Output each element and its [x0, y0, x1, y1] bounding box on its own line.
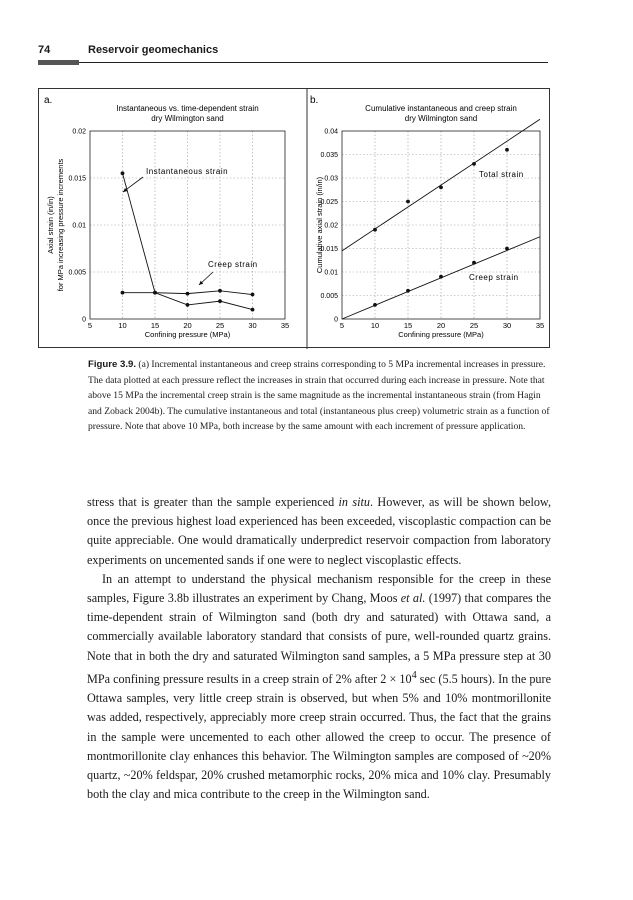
chart-title: Cumulative instantaneous and creep strain [365, 104, 517, 113]
x-axis-label: Confining pressure (MPa) [398, 330, 484, 339]
caption-label: Figure 3.9. [88, 359, 136, 370]
x-tick-label: 30 [502, 321, 512, 330]
panel-a-label: a. [44, 95, 53, 106]
data-point [472, 261, 476, 265]
page-number: 74 [38, 44, 51, 56]
chart-b [315, 104, 544, 339]
figure-caption [88, 357, 550, 435]
y-tick-label: 0.025 [320, 199, 338, 206]
data-point [373, 228, 377, 232]
caption-text: (a) Incremental instantaneous and creep strains corresponding to 5 MPa incremental increases in pressure. The data plotted at each pressure reflect the increases in strain that occurred during each increase in pressure. Note that above 15 MPa the incremental creep strain is the same magnitude as the incremental instantaneous strain (from Hagin and Zoback 2004b). The cumulative instantaneous and total (instantaneous plus creep) volumetric strain as a function of pressure. Note that above 10 MPa, both increase by the same amount with each increment of pressure application. [88, 359, 550, 433]
p2-superscript: 4 [411, 669, 417, 681]
running-title: Reservoir geomechanics [88, 44, 219, 56]
data-point [153, 291, 157, 295]
header-rule [79, 62, 548, 63]
x-tick-label: 15 [150, 321, 160, 330]
data-point [505, 247, 509, 251]
y-tick-label: 0.02 [72, 128, 86, 136]
annotation-label: Total strain [479, 170, 524, 179]
x-axis-label: Confining pressure (MPa) [144, 330, 231, 339]
x-tick-label: 10 [118, 321, 127, 330]
y-tick-label: 0.04 [324, 128, 338, 136]
y-tick-label: 0.035 [320, 152, 338, 159]
x-tick-label: 15 [403, 321, 413, 330]
p2-italic: et al. [400, 591, 426, 606]
data-point [406, 289, 410, 293]
y-tick-label: 0.01 [72, 222, 86, 230]
data-point [439, 186, 443, 190]
y-tick-label: 0.015 [320, 246, 338, 253]
paragraph-2 [87, 570, 551, 805]
chart-subtitle: dry Wilmington sand [404, 114, 478, 123]
y-tick-label: 0.03 [324, 175, 338, 183]
data-point [439, 275, 443, 279]
data-point [121, 291, 125, 295]
p2-text-a: In an attempt to understand the physical mechanism responsible for the creep in these samples, Figure 3.8b illustrates an experiment by Chang, Moos [87, 571, 551, 606]
data-point [186, 303, 190, 307]
chart-a [46, 104, 289, 339]
paragraph-1 [87, 493, 551, 570]
y-tick-label: 0.02 [324, 222, 338, 230]
y-tick-label: 0.005 [68, 269, 86, 277]
x-tick-label: 25 [469, 321, 479, 330]
x-tick-label: 25 [215, 321, 225, 330]
figure-3-9 [38, 88, 550, 348]
body-text [87, 493, 551, 804]
chart-title: Instantaneous vs. time-dependent strain [116, 104, 259, 113]
data-point [121, 171, 125, 175]
panel-b-label: b. [310, 95, 319, 106]
y-tick-label: 0.01 [324, 269, 338, 277]
y-tick-label: 0 [334, 316, 338, 324]
data-point [251, 308, 255, 312]
y-tick-label: 0.005 [320, 293, 338, 300]
x-tick-label: 5 [87, 321, 93, 330]
data-point [505, 148, 509, 152]
x-tick-label: 20 [436, 321, 446, 330]
p2-text-c: sec (5.5 hours). In the pure Ottawa samples, very little creep strain is observed, but when 5% and 10% montmorillonite was added, respectively, appreciably more creep strain occurred. Thus, the fact that the grains in the sample were uncemented to each other allowed the creep to occur. The presence of montmorillonite clay enhances this behavior. The Wilmington samples are composed of ~20% quartz, ~20% feldspar, 20% crushed metamorphic rocks, 20% mica and 10% clay. Presumably both the clay and mica contribute to the creep in the Wilmington sand. [87, 671, 551, 802]
page-header [38, 40, 548, 70]
y-tick-label: 0 [82, 316, 86, 324]
annotation-label: Instantaneous strain [146, 167, 229, 176]
data-point [218, 289, 222, 293]
p1-text-b: . However, as will be shown below, once the previous highest load experienced has been exceeded, viscoplastic compaction can be quite appreciable. One would dramatically underpredict reservoir compaction from laboratory experiments on uncemented sands if one were to neglect viscoplastic effects. [87, 495, 551, 567]
chart-subtitle: dry Wilmington sand [151, 114, 224, 123]
y-axis-label-2: for MPa increasing pressure increments [56, 158, 65, 292]
data-point [186, 292, 190, 296]
annotation-label: Creep strain [208, 260, 258, 269]
data-point [218, 299, 222, 303]
header-bar [38, 60, 79, 65]
p1-italic: in situ [338, 495, 371, 509]
x-tick-label: 10 [370, 321, 380, 330]
p1-text-a: stress that is greater than the sample experienced [87, 495, 339, 509]
data-point [251, 293, 255, 297]
data-point [406, 200, 410, 204]
x-tick-label: 20 [183, 321, 192, 330]
x-tick-label: 30 [248, 321, 257, 330]
y-axis-label: Axial strain (in/in) [46, 196, 55, 254]
y-axis-label: Cumulative axial strain (in/in) [315, 176, 324, 274]
y-tick-label: 0.015 [68, 175, 86, 183]
x-tick-label: 5 [339, 321, 345, 330]
data-point [472, 162, 476, 166]
annotation-label: Creep strain [469, 273, 519, 282]
p2-text-b: (1997) that compares the time-dependent strain of Wilmington sand (both dry and saturated) with Ottawa sand, a commercially available laboratory standard that consists of pure, well-rounded quartz grains. Note that in both the dry and saturated Wilmington sand samples, a 5 MPa pressure step at 30 MPa confining pressure results in a creep strain of 2% after 2 × 10 [87, 591, 551, 686]
figure-canvas [39, 89, 551, 349]
x-tick-label: 35 [535, 321, 545, 330]
x-tick-label: 35 [280, 321, 290, 330]
data-point [373, 303, 377, 307]
